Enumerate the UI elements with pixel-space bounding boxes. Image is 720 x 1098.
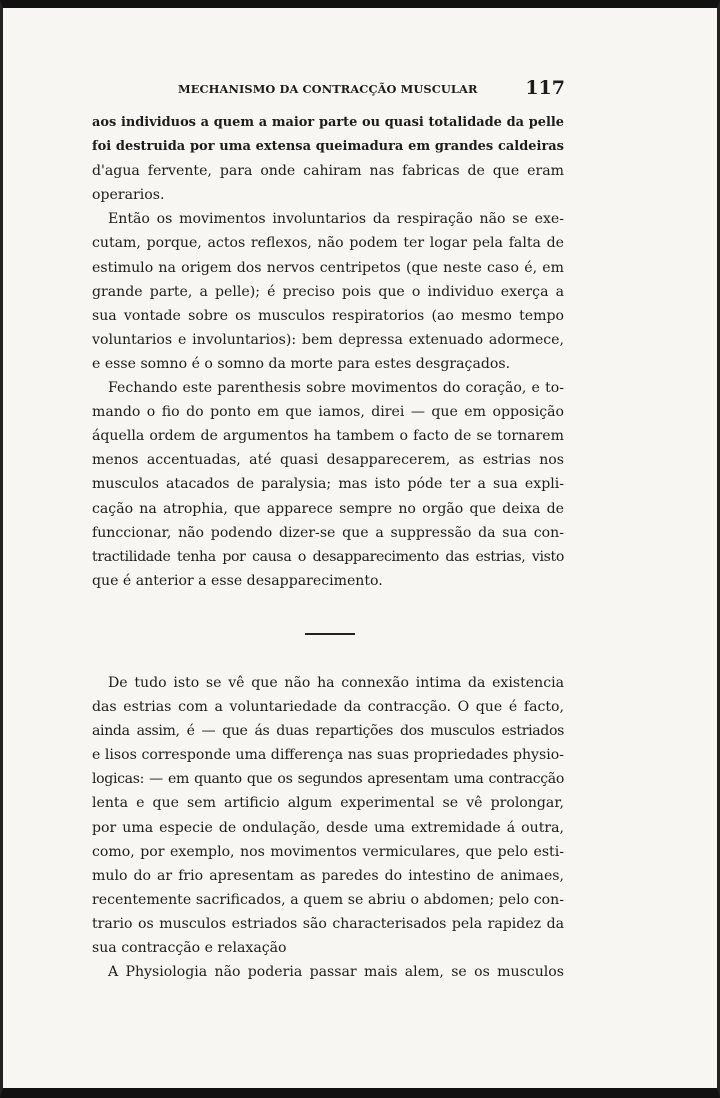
text-line: das estrias com a voluntariedade da contracção. O que é facto,: [92, 699, 564, 716]
text-line: lenta e que sem artificio algum experimental se vê prolongar,: [92, 795, 564, 812]
text-line: Então os movimentos involuntarios da respiração não se exe-: [108, 211, 564, 228]
text-line: mando o fio do ponto em que iamos, direi — que em opposição: [92, 404, 564, 421]
text-line: A Physiologia não poderia passar mais alem, se os musculos: [108, 964, 564, 981]
text-block-after-rule: [92, 671, 564, 984]
text-line: operarios.: [92, 187, 165, 204]
text-line: e lisos corresponde uma differença nas suas propriedades physio-: [92, 747, 564, 764]
text-line: De tudo isto se vê que não ha connexão intima da existencia: [108, 675, 564, 691]
section-divider-rule: [305, 633, 355, 635]
page-number: 117: [525, 77, 565, 99]
text-line: menos accentuadas, até quasi desapparecerem, as estrias nos: [92, 452, 564, 469]
text-line: Fechando este parenthesis sobre movimentos do coração, e to-: [108, 380, 564, 397]
text-line: por uma especie de ondulação, desde uma extremidade á outra,: [92, 819, 564, 836]
text-block-before-rule: [92, 111, 564, 593]
text-line: logicas: — em quanto que os segundos apresentam uma contracção: [92, 771, 564, 788]
text-line: funccionar, não podendo dizer-se que a suppressão da sua con-: [92, 524, 564, 541]
text-line: ainda assim, é — que ás duas repartições dos musculos estriados: [92, 723, 564, 740]
text-line: trario os musculos estriados são characterisados pela rapidez da: [92, 915, 564, 932]
text-line: musculos atacados de paralysia; mas isto póde ter a sua expli-: [92, 476, 564, 493]
text-line: e esse somno é o somno da morte para estes desgraçados.: [92, 355, 511, 372]
text-line: mulo do ar frio apresentam as paredes do intestino de animaes,: [92, 867, 564, 884]
running-title: MECHANISMO DA CONTRACÇÃO MUSCULAR: [178, 82, 478, 96]
text-line: estimulo na origem dos nervos centripetos (que neste caso é, em: [92, 259, 564, 276]
text-line: como, por exemplo, nos movimentos vermiculares, que pelo esti-: [92, 843, 564, 860]
text-line: voluntarios e involuntarios): bem depressa extenuado adormece,: [92, 331, 564, 348]
text-line: foi destruida por uma extensa queimadura em grandes caldeiras: [92, 139, 564, 155]
text-line: aos individuos a quem a maior parte ou quasi totalidade da pelle: [92, 115, 564, 130]
text-line: cação na atrophia, que apparece sempre no orgão que deixa de: [92, 500, 564, 517]
text-line: que é anterior a esse desapparecimento.: [92, 572, 383, 589]
text-line: d'agua fervente, para onde cahiram nas fabricas de que eram: [92, 163, 564, 180]
text-line: tractilidade tenha por causa o desapparecimento das estrias, visto: [92, 548, 564, 565]
text-line: áquella ordem de argumentos ha tambem o facto de se tornarem: [92, 428, 564, 445]
text-line: grande parte, a pelle); é preciso pois que o individuo exerça a: [92, 283, 564, 300]
text-line: recentemente sacrificados, a quem se abriu o abdomen; pelo con-: [92, 891, 564, 908]
text-line: cutam, porque, actos reflexos, não podem ter logar pela falta de: [92, 235, 564, 252]
text-line: sua vontade sobre os musculos respiratorios (ao mesmo tempo: [92, 307, 564, 324]
page-header: [175, 76, 567, 102]
text-line: sua contracção e relaxação: [92, 940, 287, 957]
